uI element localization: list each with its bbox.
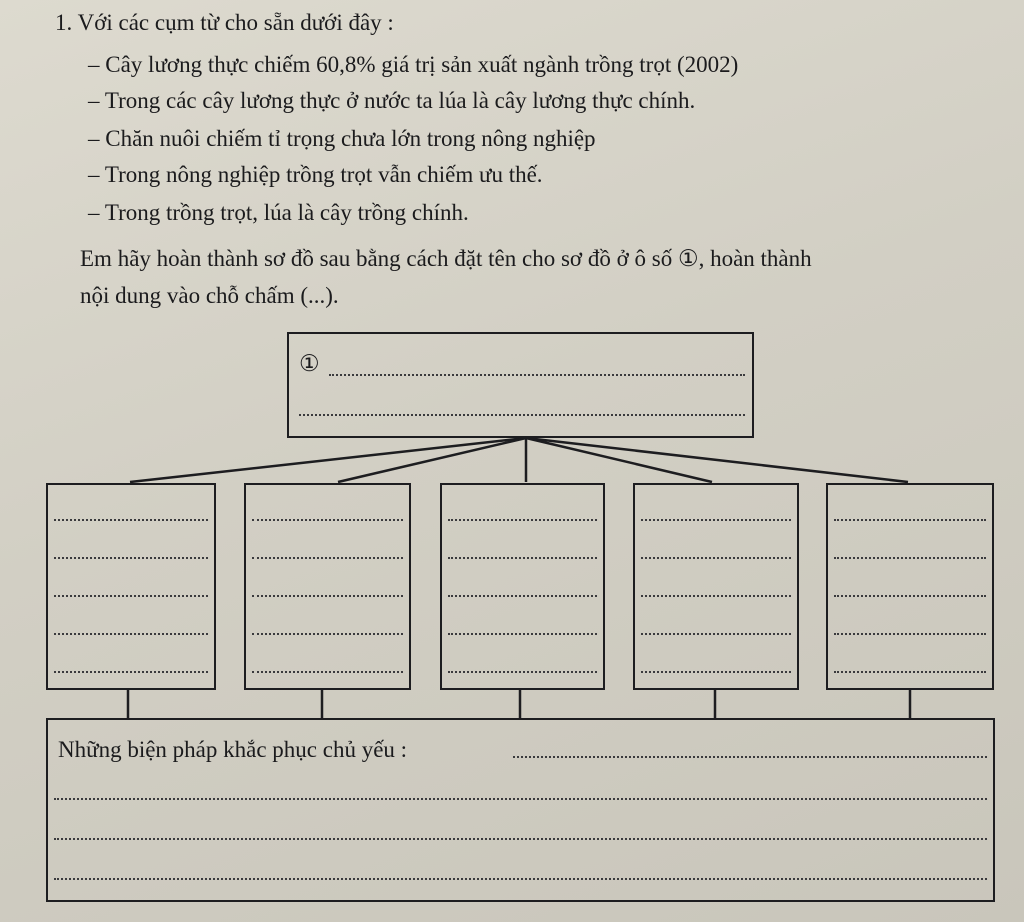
statement-1: – Cây lương thực chiếm 60,8% giá trị sản xuất ngành trồng trọt (2002)	[88, 52, 739, 77]
answer-line[interactable]	[252, 633, 403, 635]
answer-line[interactable]	[641, 557, 791, 559]
statement-2: – Trong các cây lương thực ở nước ta lúa là cây lương thực chính.	[88, 88, 696, 113]
answer-line[interactable]	[641, 671, 791, 673]
answer-line[interactable]	[448, 671, 597, 673]
solutions-answer-line-2[interactable]	[54, 798, 987, 800]
diagram-box-1[interactable]	[46, 483, 216, 690]
answer-line[interactable]	[54, 671, 208, 673]
answer-line[interactable]	[834, 595, 986, 597]
answer-line[interactable]	[448, 519, 597, 521]
answer-line[interactable]	[448, 633, 597, 635]
solutions-answer-line-3[interactable]	[54, 838, 987, 840]
answer-line[interactable]	[641, 633, 791, 635]
answer-line[interactable]	[448, 595, 597, 597]
answer-line[interactable]	[834, 519, 986, 521]
answer-line[interactable]	[641, 519, 791, 521]
instruction-line-2: nội dung vào chỗ chấm (...).	[80, 283, 339, 308]
diagram-box-2[interactable]	[244, 483, 411, 690]
solutions-answer-line-1[interactable]	[513, 756, 987, 758]
answer-line[interactable]	[834, 557, 986, 559]
statement-5: – Trong trồng trọt, lúa là cây trồng chính.	[88, 200, 469, 225]
answer-line[interactable]	[54, 557, 208, 559]
connector-2	[338, 438, 526, 482]
statement-3: – Chăn nuôi chiếm tỉ trọng chưa lớn trong nông nghiệp	[88, 126, 596, 151]
answer-line[interactable]	[54, 633, 208, 635]
connector-4	[526, 438, 712, 482]
diagram-box-3[interactable]	[440, 483, 605, 690]
connector-5	[526, 438, 908, 482]
diagram-title-box[interactable]	[287, 332, 754, 438]
title-answer-line-2[interactable]	[299, 414, 745, 416]
answer-line[interactable]	[641, 595, 791, 597]
answer-line[interactable]	[54, 519, 208, 521]
diagram-box-5[interactable]	[826, 483, 994, 690]
title-answer-line-1[interactable]	[329, 374, 745, 376]
statement-4: – Trong nông nghiệp trồng trọt vẫn chiếm ưu thế.	[88, 162, 543, 187]
instruction-line-1: Em hãy hoàn thành sơ đồ sau bằng cách đặt tên cho sơ đồ ở ô số ①, hoàn thành	[80, 246, 812, 271]
answer-line[interactable]	[252, 595, 403, 597]
solutions-answer-line-4[interactable]	[54, 878, 987, 880]
connector-1	[130, 438, 526, 482]
answer-line[interactable]	[448, 557, 597, 559]
answer-line[interactable]	[252, 557, 403, 559]
solutions-box[interactable]	[46, 718, 995, 902]
answer-line[interactable]	[54, 595, 208, 597]
solutions-label: Những biện pháp khắc phục chủ yếu :	[58, 737, 408, 762]
diagram-box-4[interactable]	[633, 483, 799, 690]
question-title: 1. Với các cụm từ cho sẵn dưới đây :	[55, 10, 394, 35]
answer-line[interactable]	[252, 671, 403, 673]
answer-line[interactable]	[834, 633, 986, 635]
answer-line[interactable]	[252, 519, 403, 521]
circled-number-1: ①	[299, 351, 320, 376]
answer-line[interactable]	[834, 671, 986, 673]
